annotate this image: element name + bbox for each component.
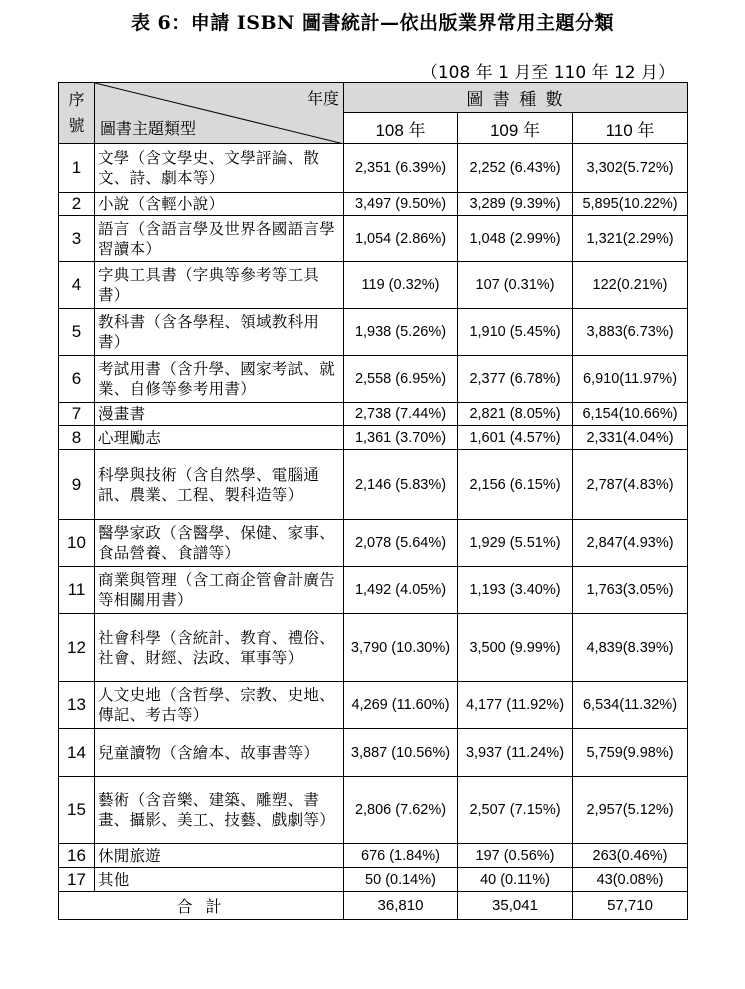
- row-number: 7: [59, 403, 95, 426]
- row-number: 5: [59, 309, 95, 356]
- book-count-group-header: 圖 書 種 數: [344, 83, 688, 113]
- count-109-cell: 1,910 (5.45%): [458, 309, 573, 356]
- row-number: 4: [59, 262, 95, 309]
- total-110-cell: 57,710: [573, 892, 688, 920]
- count-110-cell: 6,534(11.32%): [573, 682, 688, 729]
- count-109-cell: 3,500 (9.99%): [458, 614, 573, 682]
- table-row: [59, 262, 688, 309]
- count-108-cell: 50 (0.14%): [344, 868, 458, 892]
- table-row: [59, 356, 688, 403]
- table-row: [59, 868, 688, 892]
- row-number: 15: [59, 777, 95, 844]
- count-110-cell: 2,787(4.83%): [573, 450, 688, 520]
- row-number: 1: [59, 144, 95, 193]
- count-108-cell: 1,361 (3.70%): [344, 426, 458, 450]
- isbn-statistics-table: [58, 82, 688, 920]
- table-row: [59, 193, 688, 216]
- count-109-cell: 40 (0.11%): [458, 868, 573, 892]
- total-109-cell: 35,041: [458, 892, 573, 920]
- count-108-cell: 4,269 (11.60%): [344, 682, 458, 729]
- count-109-cell: 107 (0.31%): [458, 262, 573, 309]
- count-110-cell: 1,321(2.29%): [573, 216, 688, 262]
- year-header-108: 108 年: [344, 113, 458, 144]
- category-cell: 醫學家政（含醫學、保健、家事、食品營養、食譜等）: [95, 520, 344, 567]
- count-109-cell: 4,177 (11.92%): [458, 682, 573, 729]
- count-110-cell: 2,847(4.93%): [573, 520, 688, 567]
- category-cell: 考試用書（含升學、國家考試、就業、自修等參考用書）: [95, 356, 344, 403]
- count-109-cell: 1,193 (3.40%): [458, 567, 573, 614]
- count-108-cell: 676 (1.84%): [344, 844, 458, 868]
- count-109-cell: 2,377 (6.78%): [458, 356, 573, 403]
- diagonal-header-cell: [95, 83, 344, 144]
- count-108-cell: 1,054 (2.86%): [344, 216, 458, 262]
- table-row: [59, 403, 688, 426]
- count-109-cell: 2,821 (8.05%): [458, 403, 573, 426]
- count-108-cell: 1,938 (5.26%): [344, 309, 458, 356]
- count-110-cell: 6,154(10.66%): [573, 403, 688, 426]
- count-108-cell: 3,497 (9.50%): [344, 193, 458, 216]
- type-axis-label: 圖書主題類型: [100, 119, 197, 138]
- category-cell: 小說（含輕小說）: [95, 193, 344, 216]
- count-109-cell: 1,048 (2.99%): [458, 216, 573, 262]
- date-range: （108 年 1 月至 110 年 12 月）: [420, 63, 675, 83]
- count-108-cell: 2,558 (6.95%): [344, 356, 458, 403]
- count-110-cell: 5,759(9.98%): [573, 729, 688, 777]
- count-108-cell: 3,790 (10.30%): [344, 614, 458, 682]
- count-110-cell: 2,331(4.04%): [573, 426, 688, 450]
- table-row: [59, 614, 688, 682]
- row-number: 9: [59, 450, 95, 520]
- total-row: [59, 892, 688, 920]
- table-row: [59, 426, 688, 450]
- table-row: [59, 216, 688, 262]
- table-row: [59, 682, 688, 729]
- table-row: [59, 144, 688, 193]
- count-108-cell: 1,492 (4.05%): [344, 567, 458, 614]
- count-110-cell: 263(0.46%): [573, 844, 688, 868]
- seq-header-bottom: 號: [68, 116, 85, 135]
- table-row: [59, 520, 688, 567]
- category-cell: 教科書（含各學程、領域教科用書）: [95, 309, 344, 356]
- seq-header-top: 序: [68, 90, 85, 109]
- total-label: 合 計: [59, 892, 344, 920]
- category-cell: 心理勵志: [95, 426, 344, 450]
- category-cell: 社會科學（含統計、教育、禮俗、社會、財經、法政、軍事等）: [95, 614, 344, 682]
- count-109-cell: 197 (0.56%): [458, 844, 573, 868]
- count-110-cell: 3,302(5.72%): [573, 144, 688, 193]
- count-108-cell: 2,351 (6.39%): [344, 144, 458, 193]
- category-cell: 文學（含文學史、文學評論、散文、詩、劇本等）: [95, 144, 344, 193]
- row-number: 11: [59, 567, 95, 614]
- count-110-cell: 122(0.21%): [573, 262, 688, 309]
- category-cell: 其他: [95, 868, 344, 892]
- seq-header: [59, 83, 95, 144]
- table-row: [59, 729, 688, 777]
- count-108-cell: 3,887 (10.56%): [344, 729, 458, 777]
- table-title: 表 6：申請 ISBN 圖書統計—依出版業界常用主題分類: [130, 12, 615, 34]
- count-109-cell: 1,929 (5.51%): [458, 520, 573, 567]
- table-row: [59, 567, 688, 614]
- count-110-cell: 3,883(6.73%): [573, 309, 688, 356]
- count-109-cell: 2,507 (7.15%): [458, 777, 573, 844]
- table-row: [59, 309, 688, 356]
- row-number: 2: [59, 193, 95, 216]
- category-cell: 字典工具書（字典等參考等工具書）: [95, 262, 344, 309]
- row-number: 17: [59, 868, 95, 892]
- count-108-cell: 119 (0.32%): [344, 262, 458, 309]
- table-row: [59, 844, 688, 868]
- row-number: 16: [59, 844, 95, 868]
- table-row: [59, 450, 688, 520]
- category-cell: 科學與技術（含自然學、電腦通訊、農業、工程、製科造等）: [95, 450, 344, 520]
- count-110-cell: 2,957(5.12%): [573, 777, 688, 844]
- row-number: 13: [59, 682, 95, 729]
- count-110-cell: 6,910(11.97%): [573, 356, 688, 403]
- count-108-cell: 2,078 (5.64%): [344, 520, 458, 567]
- count-109-cell: 2,252 (6.43%): [458, 144, 573, 193]
- row-number: 12: [59, 614, 95, 682]
- category-cell: 人文史地（含哲學、宗教、史地、傳記、考古等）: [95, 682, 344, 729]
- category-cell: 商業與管理（含工商企管會計廣告等相關用書）: [95, 567, 344, 614]
- category-cell: 藝術（含音樂、建築、雕塑、書畫、攝影、美工、技藝、戲劇等）: [95, 777, 344, 844]
- row-number: 14: [59, 729, 95, 777]
- category-cell: 兒童讀物（含繪本、故事書等）: [95, 729, 344, 777]
- count-109-cell: 1,601 (4.57%): [458, 426, 573, 450]
- year-header-110: 110 年: [573, 113, 688, 144]
- count-109-cell: 3,937 (11.24%): [458, 729, 573, 777]
- count-110-cell: 5,895(10.22%): [573, 193, 688, 216]
- row-number: 8: [59, 426, 95, 450]
- year-axis-label: 年度: [306, 89, 339, 108]
- year-header-109: 109 年: [458, 113, 573, 144]
- category-cell: 休閒旅遊: [95, 844, 344, 868]
- table-row: [59, 777, 688, 844]
- count-110-cell: 43(0.08%): [573, 868, 688, 892]
- category-cell: 漫畫書: [95, 403, 344, 426]
- total-108-cell: 36,810: [344, 892, 458, 920]
- row-number: 3: [59, 216, 95, 262]
- count-109-cell: 2,156 (6.15%): [458, 450, 573, 520]
- row-number: 10: [59, 520, 95, 567]
- category-cell: 語言（含語言學及世界各國語言學習讀本）: [95, 216, 344, 262]
- count-110-cell: 4,839(8.39%): [573, 614, 688, 682]
- count-110-cell: 1,763(3.05%): [573, 567, 688, 614]
- count-108-cell: 2,806 (7.62%): [344, 777, 458, 844]
- count-108-cell: 2,738 (7.44%): [344, 403, 458, 426]
- row-number: 6: [59, 356, 95, 403]
- count-108-cell: 2,146 (5.83%): [344, 450, 458, 520]
- count-109-cell: 3,289 (9.39%): [458, 193, 573, 216]
